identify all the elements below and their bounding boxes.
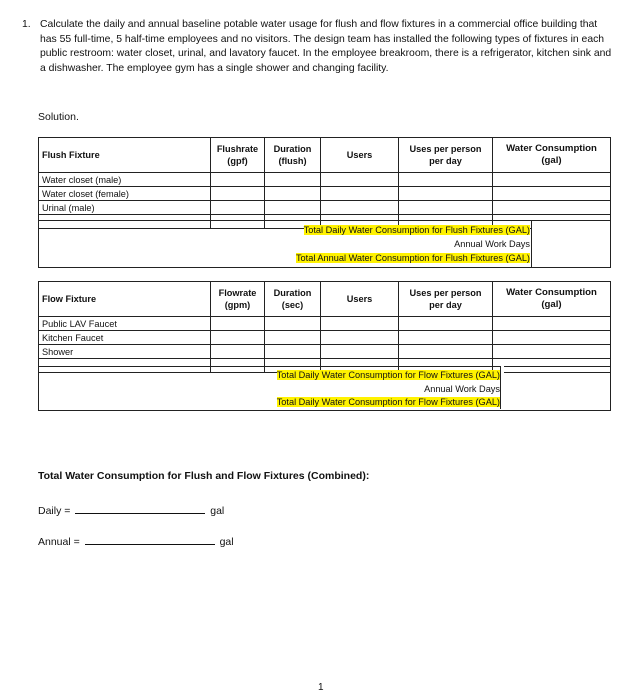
daily-unit: gal bbox=[210, 505, 225, 517]
annual-answer-blank[interactable] bbox=[85, 534, 215, 545]
flow-row-label: Kitchen Faucet bbox=[39, 331, 211, 345]
flush-annual-days-label: Annual Work Days bbox=[454, 239, 530, 249]
table-row bbox=[39, 201, 611, 215]
solution-label: Solution. bbox=[38, 111, 79, 123]
flush-header-fixture: Flush Fixture bbox=[39, 138, 211, 173]
table-cell[interactable] bbox=[265, 345, 321, 359]
table-cell[interactable] bbox=[321, 173, 399, 187]
question-text: Calculate the daily and annual baseline potable water usage for flush and flow fixtures in a commercial office building that has 55 full-time, 5 half-time employees and no visitors. The design team has installed the following types of fixtures in each public restroom: water closet, urinal, and lavatory faucet. In the employee breakroom, there is a refrigerator, kitchen sink and a dishwasher. The employee gym has a single shower and changing facility. bbox=[40, 19, 612, 74]
flow-row-label: Public LAV Faucet bbox=[39, 317, 211, 331]
flow-header-duration: Duration (sec) bbox=[265, 282, 321, 317]
table-cell[interactable] bbox=[265, 331, 321, 345]
table-cell[interactable] bbox=[399, 317, 493, 331]
table-cell[interactable] bbox=[211, 173, 265, 187]
flow-total-daily-label: Total Daily Water Consumption for Flow Fixtures (GAL) bbox=[276, 370, 500, 380]
table-cell[interactable] bbox=[321, 317, 399, 331]
page-number: 1 bbox=[318, 682, 324, 693]
flush-table-header-row bbox=[39, 138, 611, 173]
table-cell[interactable] bbox=[211, 331, 265, 345]
flush-fixture-table bbox=[38, 137, 611, 229]
annual-unit: gal bbox=[219, 536, 234, 548]
table-cell[interactable] bbox=[399, 187, 493, 201]
table-row bbox=[39, 331, 611, 345]
table-cell[interactable] bbox=[265, 187, 321, 201]
flow-table-header-row bbox=[39, 282, 611, 317]
table-row bbox=[39, 173, 611, 187]
flush-header-flushrate: Flushrate (gpf) bbox=[211, 138, 265, 173]
table-cell[interactable] bbox=[321, 187, 399, 201]
table-cell[interactable] bbox=[399, 173, 493, 187]
table-cell[interactable] bbox=[265, 317, 321, 331]
table-cell[interactable] bbox=[211, 317, 265, 331]
flow-header-uses-per-person: Uses per person per day bbox=[399, 282, 493, 317]
flush-totals-block bbox=[38, 220, 611, 268]
flush-total-annual-label: Total Annual Water Consumption for Flush Fixtures (GAL) bbox=[295, 253, 530, 263]
table-row bbox=[39, 345, 611, 359]
table-cell[interactable] bbox=[321, 345, 399, 359]
table-cell[interactable] bbox=[211, 345, 265, 359]
flow-annual-days-label: Annual Work Days bbox=[424, 384, 500, 394]
table-cell[interactable] bbox=[321, 331, 399, 345]
flush-row-label: Water closet (female) bbox=[39, 187, 211, 201]
combined-title: Total Water Consumption for Flush and Flow Fixtures (Combined): bbox=[38, 470, 370, 482]
flow-header-fixture: Flow Fixture bbox=[39, 282, 211, 317]
daily-answer-blank[interactable] bbox=[75, 503, 205, 514]
flow-totals-divider bbox=[500, 366, 504, 409]
flow-header-flowrate: Flowrate (gpm) bbox=[211, 282, 265, 317]
table-cell[interactable] bbox=[399, 201, 493, 215]
table-cell[interactable] bbox=[493, 345, 611, 359]
table-cell[interactable] bbox=[493, 173, 611, 187]
table-cell[interactable] bbox=[265, 201, 321, 215]
flow-header-water-consumption: Water Consumption (gal) bbox=[493, 282, 611, 317]
flush-total-daily-label: Total Daily Water Consumption for Flush Fixtures (GAL) bbox=[303, 225, 530, 235]
flow-row-label: Shower bbox=[39, 345, 211, 359]
flush-header-uses-per-person: Uses per person per day bbox=[399, 138, 493, 173]
flow-header-users: Users bbox=[321, 282, 399, 317]
daily-label: Daily = bbox=[38, 505, 71, 517]
table-cell[interactable] bbox=[493, 187, 611, 201]
table-cell[interactable] bbox=[265, 173, 321, 187]
table-cell[interactable] bbox=[493, 331, 611, 345]
daily-total-row bbox=[38, 503, 224, 517]
flush-header-duration: Duration (flush) bbox=[265, 138, 321, 173]
flush-header-users: Users bbox=[321, 138, 399, 173]
table-cell[interactable] bbox=[399, 345, 493, 359]
table-cell[interactable] bbox=[399, 331, 493, 345]
table-cell[interactable] bbox=[493, 201, 611, 215]
annual-total-row bbox=[38, 534, 234, 548]
table-cell[interactable] bbox=[211, 187, 265, 201]
flush-totals-value-box[interactable] bbox=[531, 220, 611, 268]
table-cell[interactable] bbox=[211, 201, 265, 215]
table-row bbox=[39, 187, 611, 201]
flush-row-label: Water closet (male) bbox=[39, 173, 211, 187]
flow-total-annual-label: Total Daily Water Consumption for Flow Fixtures (GAL) bbox=[276, 397, 500, 407]
annual-label: Annual = bbox=[38, 536, 80, 548]
question-block bbox=[22, 18, 612, 76]
question-number: 1. bbox=[22, 19, 31, 30]
flow-fixture-table bbox=[38, 281, 611, 373]
table-cell[interactable] bbox=[493, 317, 611, 331]
flush-row-label: Urinal (male) bbox=[39, 201, 211, 215]
table-cell[interactable] bbox=[321, 201, 399, 215]
flush-header-water-consumption: Water Consumption (gal) bbox=[493, 138, 611, 173]
table-row bbox=[39, 317, 611, 331]
flow-totals-block bbox=[38, 366, 611, 411]
